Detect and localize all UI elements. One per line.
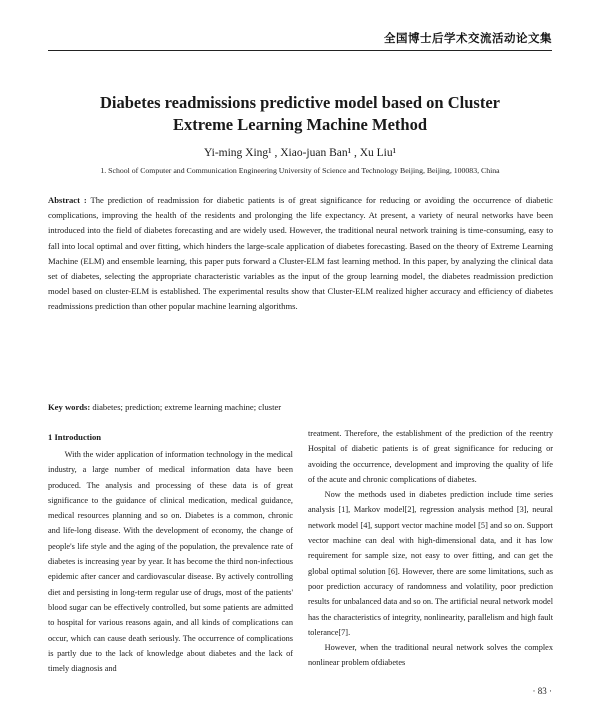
paper-title-line-1: Diabetes readmissions predictive model based on Cluster [100,93,500,112]
keywords [48,400,553,414]
keywords-text: diabetes; prediction; extreme learning machine; cluster [90,402,282,412]
header-divider [48,50,552,51]
body-paragraph: Now the methods used in diabetes prediction include time series analysis [1], Markov model[2], regression analysis method [3], neural network model [4], support vector machine model [5] and so on. Support vector machine can deal with high-dimensional data, and it has low requirement for sample size, not easy to over fitting, and can get the global optimal solution [6]. However, there are some limitations, such as poor prediction accuracy of randomness and volatility, poor prediction results for unbalanced data and so on. The artificial neural network model has the characteristics of integrity, nonlinearity, parallelism and high fault tolerance[7]. [308,490,553,637]
keywords-label: Key words: [48,402,91,412]
running-header: 全国博士后学术交流活动论文集 [384,31,552,45]
right-column [308,426,553,671]
abstract-text: The prediction of readmission for diabetic patients is of great significance for reducing or avoiding the occurrence of diabetic complications, improving the health of the residents and prolonging the life expectancy. At present, a variety of neural networks have been introduced into the field of diabetes forecasting and are widely used. However, the traditional neural network training is time-consuming, easy to fall into local optimal and over fitting, which hinders the large-scale application of diabetes forecasting. Based on the theory of Extreme Learning Machine (ELM) and ensemble learning, this paper puts forward a Cluster-ELM fast learning method. In this paper, by analyzing the clinical data set of diabetes, selecting the appropriate characteristic variables as the input of the group learning model, the diabetes readmission prediction model based on cluster-ELM is established. The experimental results show that Cluster-ELM realized higher accuracy and efficiency of diabetes readmissions prediction than other popular machine learning algorithms. [48,195,553,312]
body-paragraph-continued: treatment. Therefore, the establishment of the prediction of the reentry Hospital of diabetic patients is of great significance for reducing or avoiding the occurrence, development and improving the quality of life of the acute and chronic complications of diabetes. [308,429,553,484]
author-list: Yi-ming Xing¹ , Xiao-juan Ban¹ , Xu Liu¹ [203,147,397,159]
section-heading-introduction: 1 Introduction [48,432,102,442]
paper-title [0,92,600,136]
abstract-label: Abstract : [48,195,87,205]
body-paragraph: However, when the traditional neural network solves the complex nonlinear problem ofdiabetes [308,643,553,668]
page-number: · 83 · [532,686,552,696]
left-column [48,430,293,676]
author-affiliation: 1. School of Computer and Communication Engineering University of Science and Technology Beijing, Beijing, 100083, China [100,166,500,175]
abstract [48,193,553,315]
body-paragraph: With the wider application of information technology in the medical industry, a large number of medical information data have been produced. The analysis and processing of these data is of great significance to the guidance of clinical medication, medical guidance, medical resources planning and so on. Diabetes is a common, chronic and life-long disease. With the development of economy, the change of people's life style and the aging of the population, the prevalence rate of diabetes is increasing year by year. It has become the third non-infectious epidemic after cancer and cardiovascular disease. By actively controlling diet and persisting in long-term regular use of drugs, most of the patients' blood sugar can be effectively controlled, but some patients are admitted to hospital for various reasons again, and all kinds of complications can occur, which can cause death seriously. The occurrence of complications is partly due to the lack of knowledge about diabetes and the lack of timely diagnosis and [48,450,293,674]
paper-title-line-2: Extreme Learning Machine Method [172,115,428,134]
